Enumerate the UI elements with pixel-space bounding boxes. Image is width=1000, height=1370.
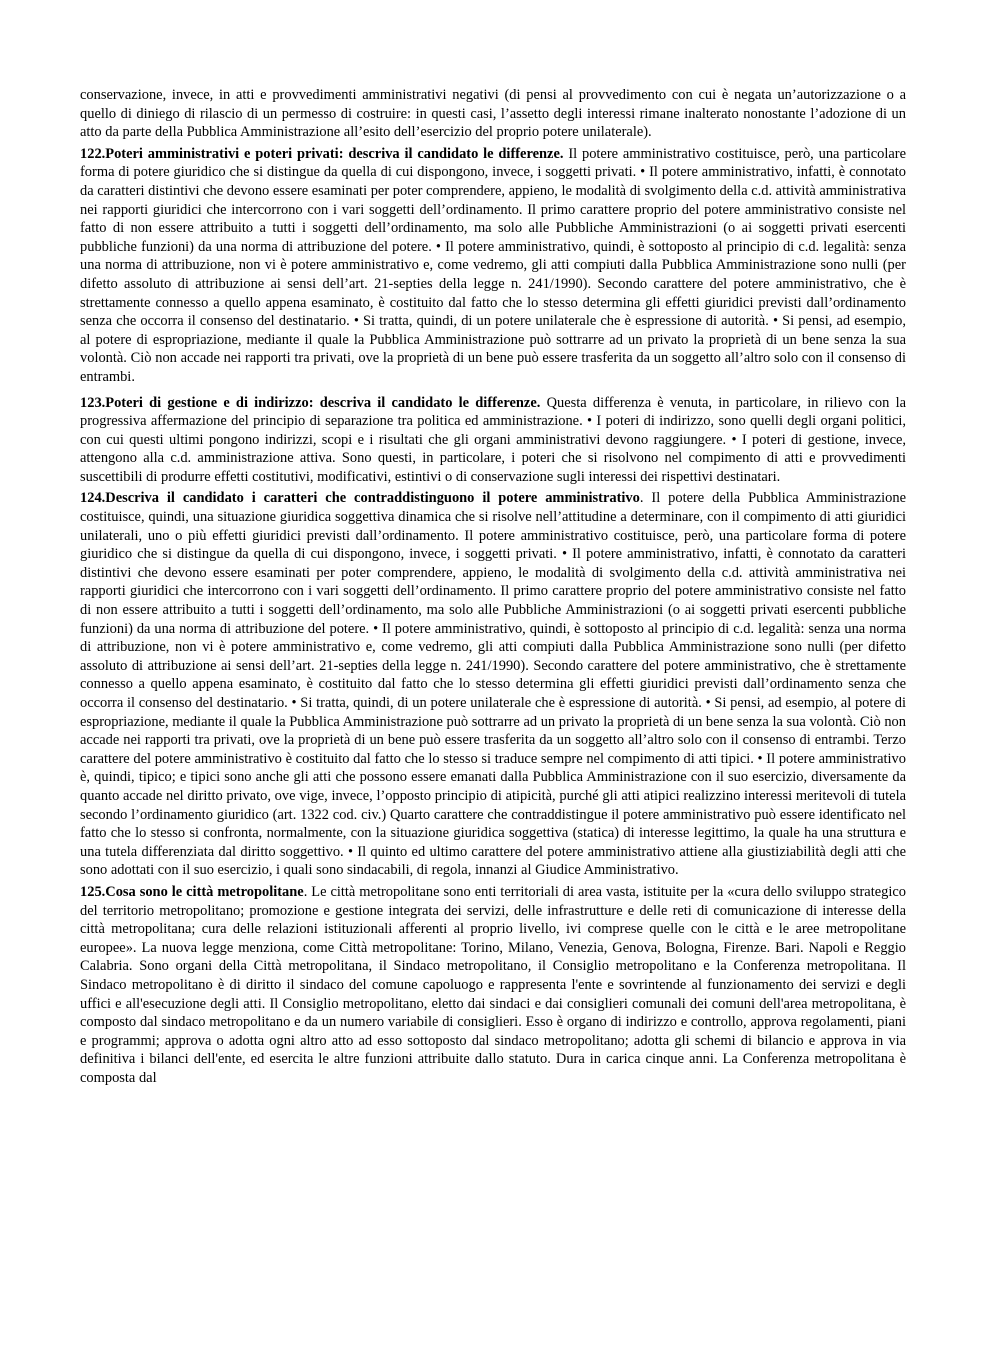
section-number: 122. <box>80 145 106 162</box>
section-number: 124. <box>80 490 106 507</box>
section-heading: Poteri amministrativi e poteri privati: descriva il candidato le differenze. <box>105 145 564 162</box>
paragraph-body: . Il potere della Pubblica Amministrazione costituisce, quindi, una situazione giuridica soggettiva dinamica che si risolve nell’attitudine a determinare, con il compimento di atti giuridici unilaterali, uno o più effetti giuridici previsti dall’ordinamento. Il potere amministrativo costituisce, però, una particolare forma di potere giuridico che si distingue da quella di cui dispongono, invece, i soggetti privati. • Il potere amministrativo, infatti, è connotato da caratteri distintivi che devono essere esaminati per poter comprendere, appieno, le modalità di svolgimento della c.d. attività amministrativa nei rapporti giuridici che intercorrono con i vari soggetti dell’ordinamento. Il primo carattere proprio del potere amministrativo consiste nel fatto di non essere attribuito a tutti i soggetti dell’ordinamento, ma solo alle Pubbliche Amministrazioni (o ai soggetti privati esercenti pubbliche funzioni) da una norma di attribuzione del potere. • Il potere amministrativo, quindi, è sottoposto al principio di c.d. legalità: senza una norma di attribuzione, non vi è potere amministrativo e, come vedremo, gli atti compiuti dalla Pubblica Amministrazione sono nulli (per difetto assoluto di attribuzione ai sensi dell’art. 21-septies della legge n. 241/1990). Secondo carattere del potere amministrativo, che è strettamente connesso a quello appena esaminato, è costituito dal fatto che lo stesso determina gli effetti giuridici previsti dall’ordinamento senza che occorra il consenso del destinatario. • Si tratta, quindi, di un potere unilaterale che è espressione di autorità. • Si pensi, ad esempio, al potere di espropriazione, mediante il quale la Pubblica Amministrazione può sottrarre ad un privato la proprietà di un bene senza la sua volontà. Ciò non accade nei rapporti tra privati, ove la proprietà di un bene può essere trasferita da un soggetto all’altro solo con il consenso di entrambi. Terzo carattere del potere amministrativo è costituito dal fatto che lo stesso si traduce sempre nel compimento di atti tipici. • Il potere amministrativo è, quindi, tipico; e tipici sono anche gli atti che possono essere emanati dalla Pubblica Amministrazione con il suo esercizio, diversamente da quanto accade nel diritto privato, ove vige, invece, l’opposto principio di atipicità, purché gli atti atipici realizzino interessi meritevoli di tutela secondo l’ordinamento giuridico (art. 1322 cod. civ.) Quarto carattere che contraddistingue il potere amministrativo può essere identificato nel fatto che lo stesso si confronta, normalmente, con la situazione giuridica soggettiva (statica) di interesse legittimo, la quale ha una struttura e una tutela differenziata dal diritto soggettivo. • Il quinto ed ultimo carattere del potere amministrativo attiene alla giustiziabilità degli atti che sono adottati con il suo esercizio, i quali sono sindacabili, di regola, innanzi al Giudice Amministrativo. <box>80 490 906 879</box>
section-heading: Descriva il candidato i caratteri che contraddistinguono il potere amministrativo <box>105 490 640 507</box>
paragraph-body: . Le città metropolitane sono enti territoriali di area vasta, istituite per la «cura dello sviluppo strategico del territorio metropolitano; promozione e gestione integrata dei servizi, delle infrastrutture e delle reti di comunicazione di interesse della città metropolitana; cura delle relazioni istituzionali afferenti al proprio livello, ivi comprese quelle con le città e le aree metropolitane europee». La nuova legge menziona, come Città metropolitane: Torino, Milano, Venezia, Genova, Bologna, Firenze. Bari. Napoli e Reggio Calabria. Sono organi della Città metropolitana, il Sindaco metropolitano, il Consiglio metropolitano e la Conferenza metropolitana. Il Sindaco metropolitano è di diritto il sindaco del comune capoluogo e rappresenta l'ente e sovrintende al funzionamento dei servizi e degli uffici e all'esecuzione degli atti. Il Consiglio metropolitano, eletto dai sindaci e dai consiglieri comunali dei comuni dell'area metropolitana, è composto dal sindaco metropolitano e da un numero variabile di consiglieri. Esso è organo di indirizzo e controllo, approva regolamenti, piani e programmi; approva o adotta ogni altro atto ad esso sottoposto dal sindaco metropolitano; adotta gli schemi di bilancio e approva in via definitiva i bilanci dell'ente, ed esercita le altre funzioni attribuite dallo statuto. Dura in carica cinque anni. La Conferenza metropolitana è composta dal <box>80 883 906 1086</box>
section-number: 125. <box>80 883 106 900</box>
paragraph-body: Questa differenza è venuta, in particolare, in rilievo con la progressiva affermazione del principio di separazione tra politica ed amministrazione. • I poteri di indirizzo, sono quelli degli organi politici, con cui questi ultimi pongono indirizzi, scopi e i risultati che gli organi amministrativi devono raggiungere. • I poteri di gestione, invece, attengono alla c.d. amministrazione attiva. Sono questi, in particolare, i poteri che si risolvono nel compimento di atti e provvedimenti suscettibili di produrre effetti costitutivi, modificativi, estintivi o di conservazione sugli interessi dei rispettivi destinatari. <box>80 394 906 485</box>
paragraph-121-continuation <box>80 86 906 142</box>
document-page <box>80 86 906 1087</box>
paragraph-body: Il potere amministrativo costituisce, però, una particolare forma di potere giuridico che si distingue da quella di cui dispongono, invece, i soggetti privati. • Il potere amministrativo, infatti, è connotato da caratteri distintivi che devono essere esaminati per poter comprendere, appieno, le modalità di svolgimento della c.d. attività amministrativa nei rapporti giuridici che intercorrono con i vari soggetti dell’ordinamento. Il primo carattere proprio del potere amministrativo consiste nel fatto di non essere attribuito a tutti i soggetti dell’ordinamento, ma solo alle Pubbliche Amministrazioni (o ai soggetti privati esercenti pubbliche funzioni) da una norma di attribuzione del potere. • Il potere amministrativo, quindi, è sottoposto al principio di c.d. legalità: senza una norma di attribuzione, non vi è potere amministrativo e, come vedremo, gli atti compiuti dalla Pubblica Amministrazione sono nulli (per difetto assoluto di attribuzione ai sensi dell’art. 21-septies della legge n. 241/1990). Secondo carattere del potere amministrativo, che è strettamente connesso a quello appena esaminato, è costituito dal fatto che lo stesso determina gli effetti giuridici previsti dall’ordinamento senza che occorra il consenso del destinatario. • Si tratta, quindi, di un potere unilaterale che è espressione di autorità. • Si pensi, ad esempio, al potere di espropriazione, mediante il quale la Pubblica Amministrazione può sottrarre ad un privato la proprietà di un bene senza la sua volontà. Ciò non accade nei rapporti tra privati, ove la proprietà di un bene può essere trasferita da un soggetto all’altro solo con il consenso di entrambi. <box>80 145 907 385</box>
paragraph-125 <box>80 883 906 1088</box>
section-number: 123. <box>80 394 106 411</box>
paragraph-124 <box>80 489 906 879</box>
section-heading: Cosa sono le città metropolitane <box>105 883 304 900</box>
paragraph-122 <box>80 145 906 387</box>
section-heading: Poteri di gestione e di indirizzo: descriva il candidato le differenze. <box>105 394 541 411</box>
paragraph-123 <box>80 394 906 487</box>
paragraph-body: conservazione, invece, in atti e provvedimenti amministrativi negativi (di pensi al provvedimento con cui è negata un’autorizzazione o a quello di diniego di rilascio di un permesso di costruire: in questi casi, l’assetto degli interessi rimane inalterato nonostante l’adozione di un atto da parte della Pubblica Amministrazione all’esito dell’esercizio del proprio potere unilaterale). <box>80 87 906 141</box>
